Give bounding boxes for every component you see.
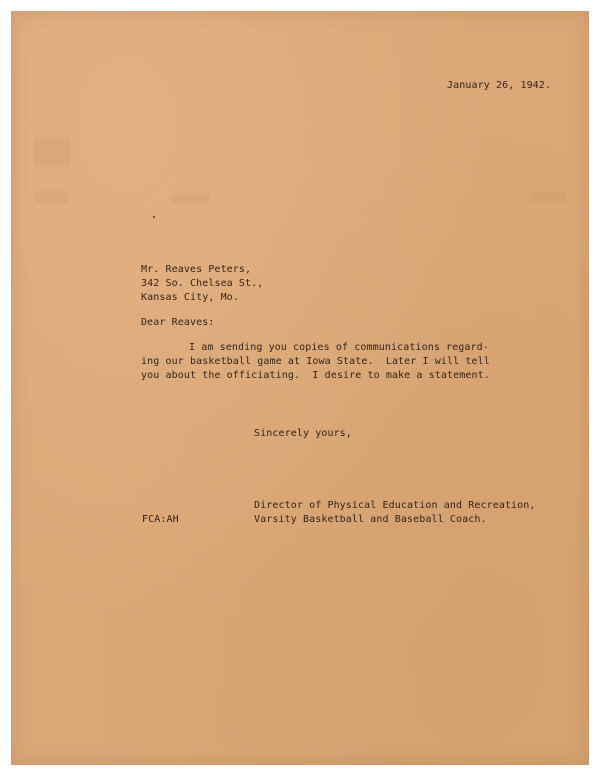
address-line-city: Kansas City, Mo. xyxy=(141,292,239,303)
paper-stain xyxy=(171,193,211,203)
ink-speck xyxy=(153,216,155,218)
letter-date: January 26, 1942. xyxy=(447,80,552,91)
signature-title-2: Varsity Basketball and Baseball Coach. xyxy=(254,514,487,525)
letter-sheet xyxy=(11,11,589,765)
address-line-street: 342 So. Chelsea St., xyxy=(141,278,264,289)
salutation: Dear Reaves: xyxy=(141,317,215,328)
closing: Sincerely yours, xyxy=(254,428,352,439)
signature-title-1: Director of Physical Education and Recreation, xyxy=(254,500,536,511)
address-line-name: Mr. Reaves Peters, xyxy=(141,264,252,275)
paper-stain xyxy=(33,137,71,167)
paper-stain xyxy=(531,191,567,203)
paper-stain xyxy=(35,191,69,203)
typist-initials: FCA:AH xyxy=(142,514,179,525)
body-line-1: I am sending you copies of communications regard- xyxy=(189,342,489,353)
body-line-2: ing our basketball game at Iowa State. Later I will tell xyxy=(141,356,490,367)
body-line-3: you about the officiating. I desire to make a statement. xyxy=(141,370,490,381)
